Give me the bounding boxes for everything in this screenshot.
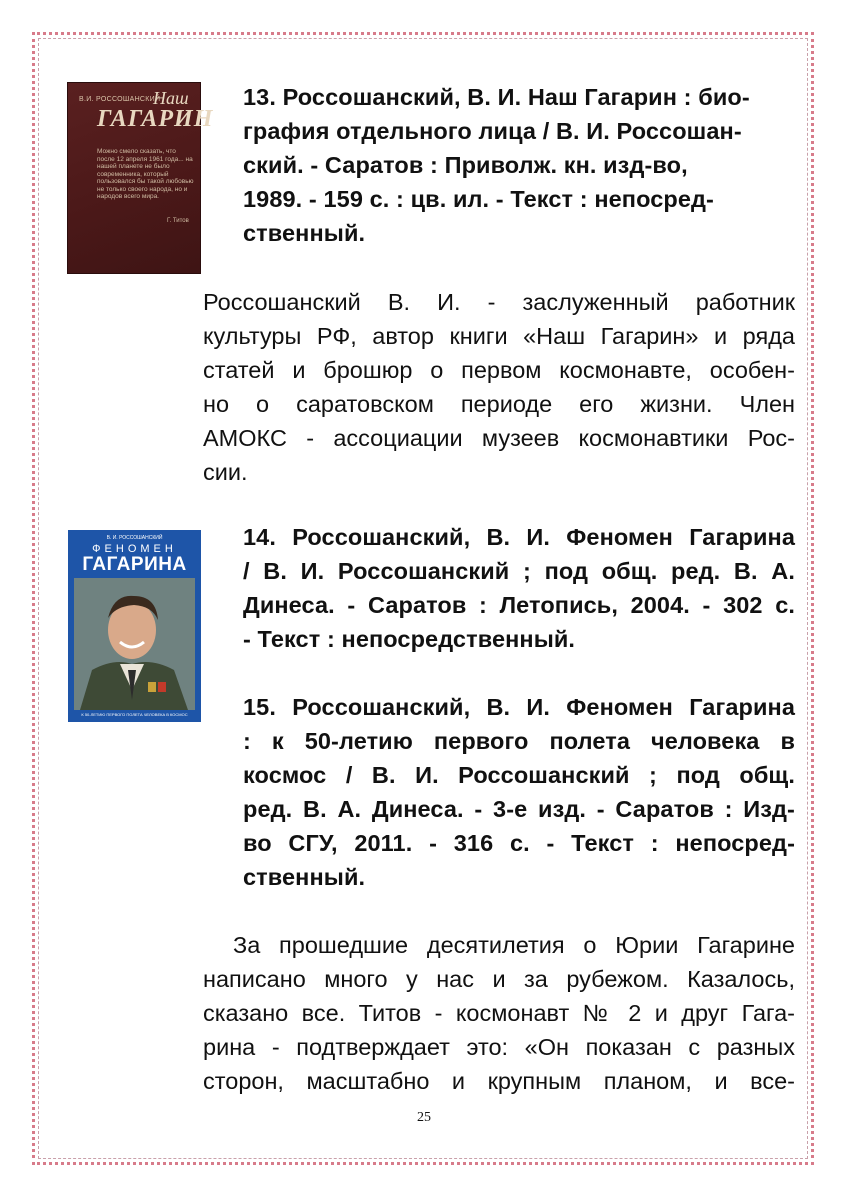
entry-line: Динеса. - Саратов : Летопись, 2004. - 302 с.: [243, 592, 795, 618]
paragraph-line: написано много у нас и за рубежом. Казалось,: [203, 966, 795, 992]
entry-line: / В. И. Россошанский ; под общ. ред. В. А.: [243, 558, 795, 584]
entry-line: космос / В. И. Россошанский ; под общ.: [243, 762, 795, 788]
cover-author: В. И. РОССОШАНСКИЙ: [106, 535, 163, 541]
bibliography-entry-15: [243, 690, 795, 894]
book-cover-fenomen-gagarina: [68, 530, 201, 722]
entry-line: 15. Россошанский, В. И. Феномен Гагарина: [243, 694, 795, 720]
entry-line: 13. Россошанский, В. И. Наш Гагарин : био-: [243, 84, 750, 110]
closing-paragraph: [203, 928, 795, 1098]
paragraph-line: но о саратовском периоде его жизни. Член: [203, 391, 795, 417]
entry-line: ский. - Саратов : Приволж. кн. изд-во,: [243, 152, 688, 178]
paragraph-line: статей и брошюр о первом космонавте, особен-: [203, 357, 795, 383]
entry-line: - Текст : непосредственный.: [243, 626, 576, 652]
entry-line: ред. В. А. Динеса. - 3-е изд. - Саратов : Изд-: [243, 796, 795, 822]
entry-line: ственный.: [243, 864, 366, 890]
bibliography-entry-14: [243, 520, 795, 656]
cover-title-top: Наш: [153, 88, 189, 108]
entry-line: ственный.: [243, 220, 366, 246]
entry-line: : к 50-летию первого полета человека в: [243, 728, 795, 754]
paragraph-line: культуры РФ, автор книги «Наш Гагарин» и ряда: [203, 323, 795, 349]
cover-portrait-photo: [74, 578, 195, 710]
author-description-paragraph: [203, 285, 795, 489]
paragraph-line: сии.: [203, 459, 248, 485]
cover-signature: Г. Титов: [167, 218, 189, 224]
entry-line: 1989. - 159 с. : цв. ил. - Текст : непосред-: [243, 186, 714, 212]
bibliography-entry-13: [243, 80, 795, 250]
page-number: 25: [417, 1110, 431, 1125]
cover-title-top: ФЕНОМЕН: [92, 543, 177, 555]
cover-quote: Можно смело сказать, что после 12 апреля 1961 года... на нашей планете не было современника, который пользовался бы такой любовью не только своего народа, но и народов всего мира.: [97, 148, 194, 200]
paragraph-line: сторон, масштабно и крупным планом, и все-: [203, 1068, 795, 1094]
cover-title-main: ГАГАРИНА: [82, 554, 187, 575]
paragraph-line: За прошедшие десятилетия о Юрии Гагарине: [233, 932, 795, 958]
entry-line: 14. Россошанский, В. И. Феномен Гагарина: [243, 524, 795, 550]
portrait-illustration: [74, 578, 195, 710]
book-cover-nash-gagarin: [67, 82, 214, 274]
cover-title-main: ГАГАРИН: [97, 106, 214, 132]
paragraph-line: сказано все. Титов - космонавт № 2 и друг Гага-: [203, 1000, 795, 1026]
paragraph-line: АМОКС - ассоциации музеев космонавтики Рос-: [203, 425, 795, 451]
entry-line: графия отдельного лица / В. И. Россошан-: [243, 118, 742, 144]
cover-subtitle: К 50-ЛЕТИЮ ПЕРВОГО ПОЛЕТА ЧЕЛОВЕКА В КОСМОС: [81, 712, 188, 717]
entry-line: во СГУ, 2011. - 316 с. - Текст : непосред-: [243, 830, 795, 856]
cover-author: В.И. РОССОШАНСКИЙ: [79, 96, 161, 103]
paragraph-line: Россошанский В. И. - заслуженный работник: [203, 289, 795, 315]
paragraph-line: рина - подтверждает это: «Он показан с разных: [203, 1034, 795, 1060]
